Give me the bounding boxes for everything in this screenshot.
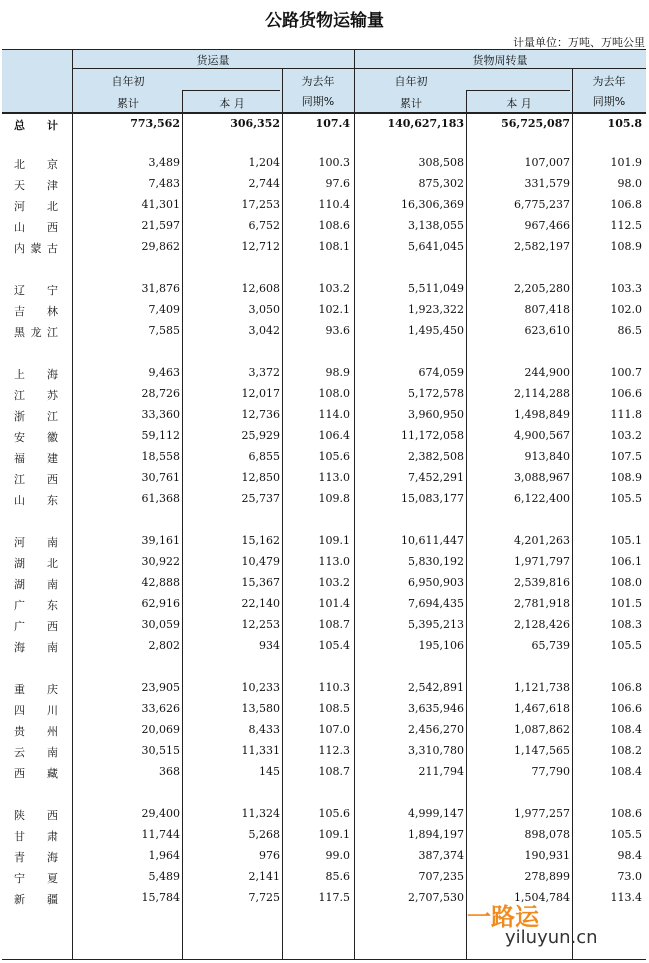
cell-v3: 103.2 bbox=[318, 282, 350, 295]
table-row bbox=[2, 721, 646, 740]
region-name: 宁夏 bbox=[14, 872, 58, 885]
cell-v4: 7,452,291 bbox=[408, 471, 464, 484]
cell-v5: 913,840 bbox=[524, 450, 570, 463]
cell-v6: 105.5 bbox=[610, 639, 642, 652]
cell-v1: 29,400 bbox=[141, 807, 180, 820]
cell-v5: 3,088,967 bbox=[514, 471, 570, 484]
table-row bbox=[2, 217, 646, 236]
table-row bbox=[2, 280, 646, 299]
table-row bbox=[2, 322, 646, 341]
cell-v2: 976 bbox=[259, 849, 280, 862]
cell-v5: 898,078 bbox=[524, 828, 570, 841]
cell-v4: 2,382,508 bbox=[408, 450, 464, 463]
cell-v2: 12,850 bbox=[241, 471, 280, 484]
cell-v1: 62,916 bbox=[141, 597, 180, 610]
cell-v2: 12,017 bbox=[241, 387, 280, 400]
table-row bbox=[2, 805, 646, 824]
cell-v3: 113.0 bbox=[318, 471, 350, 484]
cell-v5: 1,504,784 bbox=[514, 891, 570, 904]
cell-v5: 107,007 bbox=[524, 156, 570, 169]
header-ytd-turnover-top: 自年初 bbox=[394, 75, 428, 88]
cell-v5: 2,128,426 bbox=[514, 618, 570, 631]
table-row bbox=[2, 595, 646, 614]
cell-v4: 2,707,530 bbox=[408, 891, 464, 904]
cell-v1: 42,888 bbox=[141, 576, 180, 589]
cell-v5: 6,122,400 bbox=[514, 492, 570, 505]
cell-v3: 106.4 bbox=[318, 429, 350, 442]
table-row bbox=[2, 574, 646, 593]
cell-v4: 5,511,049 bbox=[408, 282, 464, 295]
cell-v2: 12,736 bbox=[241, 408, 280, 421]
cell-v4: 10,611,447 bbox=[401, 534, 464, 547]
cell-v2: 22,140 bbox=[241, 597, 280, 610]
header-yoy-volume-bottom: 同期% bbox=[301, 95, 335, 108]
cell-v4: 15,083,177 bbox=[401, 492, 464, 505]
table-row bbox=[2, 616, 646, 635]
cell-v3: 108.6 bbox=[318, 219, 350, 232]
table-row bbox=[2, 532, 646, 551]
region-name: 江西 bbox=[14, 473, 58, 486]
region-name: 陕西 bbox=[14, 809, 58, 822]
table-row bbox=[2, 469, 646, 488]
cell-v5: 2,539,816 bbox=[514, 576, 570, 589]
cell-v2: 3,372 bbox=[248, 366, 280, 379]
cell-v1: 1,964 bbox=[148, 849, 180, 862]
cell-v2: 3,042 bbox=[248, 324, 280, 337]
cell-v2: 15,162 bbox=[241, 534, 280, 547]
cell-v1: 39,161 bbox=[141, 534, 180, 547]
cell-v4: 6,950,903 bbox=[408, 576, 464, 589]
cell-v3: 108.7 bbox=[318, 618, 350, 631]
cell-v2: 25,929 bbox=[241, 429, 280, 442]
cell-v5: 1,147,565 bbox=[514, 744, 570, 757]
region-name: 山东 bbox=[14, 494, 58, 507]
cell-v1: 18,558 bbox=[141, 450, 180, 463]
cell-v6: 101.9 bbox=[610, 156, 642, 169]
header-yoy-volume-top: 为去年 bbox=[301, 75, 335, 88]
cell-v2: 11,331 bbox=[241, 744, 280, 757]
cell-v6: 108.3 bbox=[610, 618, 642, 631]
cell-v1: 33,360 bbox=[141, 408, 180, 421]
watermark-logo bbox=[467, 897, 637, 957]
cell-v4: 674,059 bbox=[418, 366, 464, 379]
region-name: 安徽 bbox=[14, 431, 58, 444]
cell-v6: 98.4 bbox=[617, 849, 642, 862]
cell-v4: 5,395,213 bbox=[408, 618, 464, 631]
cell-v2: 11,324 bbox=[241, 807, 280, 820]
region-name: 广西 bbox=[14, 620, 58, 633]
cell-v4: 2,456,270 bbox=[408, 723, 464, 736]
cell-v1: 7,409 bbox=[148, 303, 180, 316]
region-name: 浙江 bbox=[14, 410, 58, 423]
region-name: 广东 bbox=[14, 599, 58, 612]
cell-v2: 934 bbox=[259, 639, 280, 652]
cell-v3: 114.0 bbox=[318, 408, 350, 421]
cell-v6: 100.7 bbox=[610, 366, 642, 379]
cell-v4: 16,306,369 bbox=[401, 198, 464, 211]
cell-v2: 145 bbox=[259, 765, 280, 778]
table-row bbox=[2, 868, 646, 887]
cell-v5: 1,467,618 bbox=[514, 702, 570, 715]
table-row bbox=[2, 238, 646, 257]
cell-v4: 3,960,950 bbox=[408, 408, 464, 421]
cell-v6: 105.5 bbox=[610, 492, 642, 505]
region-name: 海南 bbox=[14, 641, 58, 654]
cell-v5: 2,114,288 bbox=[514, 387, 570, 400]
cell-v5: 77,790 bbox=[531, 765, 570, 778]
cell-v4: 211,794 bbox=[418, 765, 464, 778]
total-row bbox=[2, 115, 646, 134]
cell-v2: 17,253 bbox=[241, 198, 280, 211]
cell-v5: 6,775,237 bbox=[514, 198, 570, 211]
watermark-text: 一路运 bbox=[467, 903, 539, 931]
region-name: 四川 bbox=[14, 704, 58, 717]
cell-v6: 103.3 bbox=[610, 282, 642, 295]
region-name: 上海 bbox=[14, 368, 58, 381]
cell-v4: 5,830,192 bbox=[408, 555, 464, 568]
cell-v6: 112.5 bbox=[610, 219, 642, 232]
header-yoy-turnover-top: 为去年 bbox=[592, 75, 626, 88]
region-name: 内蒙古 bbox=[14, 242, 58, 255]
cell-v4: 1,923,322 bbox=[408, 303, 464, 316]
cell-v3: 97.6 bbox=[325, 177, 350, 190]
cell-v2: 5,268 bbox=[248, 828, 280, 841]
cell-v3: 100.3 bbox=[318, 156, 350, 169]
cell-v6: 107.5 bbox=[610, 450, 642, 463]
cell-v2: 6,855 bbox=[248, 450, 280, 463]
cell-v6: 86.5 bbox=[617, 324, 642, 337]
cell-v1: 28,726 bbox=[141, 387, 180, 400]
cell-v4: 707,235 bbox=[418, 870, 464, 883]
cell-v4: 11,172,058 bbox=[401, 429, 464, 442]
cell-v3: 107.4 bbox=[315, 117, 350, 130]
cell-v2: 25,737 bbox=[241, 492, 280, 505]
cell-v2: 12,608 bbox=[241, 282, 280, 295]
cell-v6: 98.0 bbox=[617, 177, 642, 190]
cell-v3: 103.2 bbox=[318, 576, 350, 589]
table-row bbox=[2, 406, 646, 425]
table-row bbox=[2, 175, 646, 194]
cell-v3: 109.1 bbox=[318, 828, 350, 841]
region-name: 河北 bbox=[14, 200, 58, 213]
table-row bbox=[2, 301, 646, 320]
cell-v4: 3,138,055 bbox=[408, 219, 464, 232]
cell-v2: 13,580 bbox=[241, 702, 280, 715]
region-name: 湖北 bbox=[14, 557, 58, 570]
region-name: 云南 bbox=[14, 746, 58, 759]
region-name: 青海 bbox=[14, 851, 58, 864]
table-row bbox=[2, 448, 646, 467]
cell-v5: 1,121,738 bbox=[514, 681, 570, 694]
cell-v6: 106.6 bbox=[610, 387, 642, 400]
region-name: 福建 bbox=[14, 452, 58, 465]
cell-v6: 108.4 bbox=[610, 723, 642, 736]
table-row bbox=[2, 154, 646, 173]
cell-v4: 5,172,578 bbox=[408, 387, 464, 400]
cell-v2: 306,352 bbox=[230, 117, 280, 130]
cell-v2: 2,744 bbox=[248, 177, 280, 190]
cell-v4: 7,694,435 bbox=[408, 597, 464, 610]
cell-v2: 12,253 bbox=[241, 618, 280, 631]
table-row bbox=[2, 679, 646, 698]
cell-v3: 98.9 bbox=[325, 366, 350, 379]
region-name: 贵州 bbox=[14, 725, 58, 738]
cell-v6: 103.2 bbox=[610, 429, 642, 442]
header-ytd-turnover-bottom: 累计 bbox=[400, 97, 422, 110]
cell-v1: 11,744 bbox=[141, 828, 180, 841]
cell-v2: 1,204 bbox=[248, 156, 280, 169]
cell-v5: 967,466 bbox=[524, 219, 570, 232]
region-name: 山西 bbox=[14, 221, 58, 234]
cell-v5: 1,971,797 bbox=[514, 555, 570, 568]
cell-v6: 102.0 bbox=[610, 303, 642, 316]
cell-v1: 15,784 bbox=[141, 891, 180, 904]
region-name: 西藏 bbox=[14, 767, 58, 780]
cell-v4: 140,627,183 bbox=[387, 117, 464, 130]
cell-v5: 56,725,087 bbox=[501, 117, 570, 130]
cell-v6: 108.6 bbox=[610, 807, 642, 820]
region-name: 总 计 bbox=[14, 119, 58, 132]
cell-v3: 108.7 bbox=[318, 765, 350, 778]
cell-v5: 190,931 bbox=[524, 849, 570, 862]
cell-v1: 33,626 bbox=[141, 702, 180, 715]
cell-v4: 875,302 bbox=[418, 177, 464, 190]
cell-v1: 7,483 bbox=[148, 177, 180, 190]
region-name: 湖南 bbox=[14, 578, 58, 591]
cell-v1: 368 bbox=[159, 765, 180, 778]
cell-v2: 12,712 bbox=[241, 240, 280, 253]
cell-v2: 6,752 bbox=[248, 219, 280, 232]
cell-v2: 2,141 bbox=[248, 870, 280, 883]
cell-v6: 73.0 bbox=[617, 870, 642, 883]
table-row bbox=[2, 364, 646, 383]
cell-v3: 109.1 bbox=[318, 534, 350, 547]
cell-v2: 10,233 bbox=[241, 681, 280, 694]
cell-v6: 105.5 bbox=[610, 828, 642, 841]
cell-v6: 105.8 bbox=[607, 117, 642, 130]
table-row bbox=[2, 553, 646, 572]
region-name: 河南 bbox=[14, 536, 58, 549]
cell-v6: 106.1 bbox=[610, 555, 642, 568]
page-title: 公路货物运输量 bbox=[265, 11, 384, 31]
table-row bbox=[2, 742, 646, 761]
cell-v6: 108.9 bbox=[610, 240, 642, 253]
cell-v1: 31,876 bbox=[141, 282, 180, 295]
cell-v3: 110.4 bbox=[318, 198, 350, 211]
cell-v6: 105.1 bbox=[610, 534, 642, 547]
cell-v3: 99.0 bbox=[325, 849, 350, 862]
watermark-url: yiluyun.cn bbox=[505, 927, 598, 948]
cell-v4: 1,894,197 bbox=[408, 828, 464, 841]
cell-v1: 61,368 bbox=[141, 492, 180, 505]
cell-v1: 30,761 bbox=[141, 471, 180, 484]
cell-v2: 15,367 bbox=[241, 576, 280, 589]
cell-v5: 65,739 bbox=[531, 639, 570, 652]
header-ytd-volume-top: 自年初 bbox=[111, 75, 145, 88]
cell-v4: 5,641,045 bbox=[408, 240, 464, 253]
cell-v6: 108.2 bbox=[610, 744, 642, 757]
cell-v4: 1,495,450 bbox=[408, 324, 464, 337]
cell-v2: 8,433 bbox=[248, 723, 280, 736]
table-row bbox=[2, 847, 646, 866]
region-name: 江苏 bbox=[14, 389, 58, 402]
cell-v3: 105.6 bbox=[318, 450, 350, 463]
header-freight-volume: 货运量 bbox=[196, 54, 230, 67]
table-row bbox=[2, 763, 646, 782]
cell-v4: 195,106 bbox=[418, 639, 464, 652]
header-month-turnover: 本 月 bbox=[506, 97, 532, 110]
cell-v3: 85.6 bbox=[325, 870, 350, 883]
table-row bbox=[2, 385, 646, 404]
header-ytd-volume-bottom: 累计 bbox=[117, 97, 139, 110]
region-name: 甘肃 bbox=[14, 830, 58, 843]
table-header bbox=[2, 49, 646, 113]
table-row bbox=[2, 637, 646, 656]
cell-v6: 106.8 bbox=[610, 198, 642, 211]
cell-v2: 3,050 bbox=[248, 303, 280, 316]
cell-v6: 101.5 bbox=[610, 597, 642, 610]
cell-v5: 1,977,257 bbox=[514, 807, 570, 820]
cell-v1: 23,905 bbox=[141, 681, 180, 694]
cell-v4: 308,508 bbox=[418, 156, 464, 169]
cell-v3: 101.4 bbox=[318, 597, 350, 610]
cell-v4: 387,374 bbox=[418, 849, 464, 862]
cell-v6: 108.0 bbox=[610, 576, 642, 589]
unit-note: 计量单位：万吨、万吨公里 bbox=[513, 36, 645, 49]
cell-v1: 9,463 bbox=[148, 366, 180, 379]
cell-v5: 4,201,263 bbox=[514, 534, 570, 547]
header-yoy-turnover-bottom: 同期% bbox=[592, 95, 626, 108]
cell-v5: 244,900 bbox=[524, 366, 570, 379]
cell-v1: 30,922 bbox=[141, 555, 180, 568]
region-name: 新疆 bbox=[14, 893, 58, 906]
cell-v1: 5,489 bbox=[148, 870, 180, 883]
region-name: 重庆 bbox=[14, 683, 58, 696]
cell-v4: 3,635,946 bbox=[408, 702, 464, 715]
cell-v1: 3,489 bbox=[148, 156, 180, 169]
cell-v1: 30,515 bbox=[141, 744, 180, 757]
region-name: 辽宁 bbox=[14, 284, 58, 297]
cell-v6: 113.4 bbox=[610, 891, 642, 904]
table-row bbox=[2, 700, 646, 719]
cell-v6: 108.4 bbox=[610, 765, 642, 778]
table-row bbox=[2, 196, 646, 215]
cell-v6: 111.8 bbox=[610, 408, 642, 421]
cell-v6: 106.8 bbox=[610, 681, 642, 694]
cell-v1: 59,112 bbox=[141, 429, 180, 442]
cell-v1: 29,862 bbox=[141, 240, 180, 253]
cell-v3: 102.1 bbox=[318, 303, 350, 316]
cell-v5: 331,579 bbox=[524, 177, 570, 190]
cell-v5: 1,087,862 bbox=[514, 723, 570, 736]
region-name: 黑龙江 bbox=[14, 326, 58, 339]
cell-v1: 20,069 bbox=[141, 723, 180, 736]
cell-v4: 2,542,891 bbox=[408, 681, 464, 694]
region-name: 天津 bbox=[14, 179, 58, 192]
cell-v5: 278,899 bbox=[524, 870, 570, 883]
cell-v3: 108.1 bbox=[318, 240, 350, 253]
table-row bbox=[2, 427, 646, 446]
cell-v3: 108.5 bbox=[318, 702, 350, 715]
cell-v5: 1,498,849 bbox=[514, 408, 570, 421]
table-row bbox=[2, 490, 646, 509]
cell-v1: 7,585 bbox=[148, 324, 180, 337]
cell-v4: 3,310,780 bbox=[408, 744, 464, 757]
region-name: 北京 bbox=[14, 158, 58, 171]
cell-v6: 108.9 bbox=[610, 471, 642, 484]
cell-v3: 110.3 bbox=[318, 681, 350, 694]
cell-v3: 113.0 bbox=[318, 555, 350, 568]
cell-v3: 105.4 bbox=[318, 639, 350, 652]
cell-v5: 2,582,197 bbox=[514, 240, 570, 253]
cell-v3: 108.0 bbox=[318, 387, 350, 400]
cell-v1: 21,597 bbox=[141, 219, 180, 232]
cell-v3: 93.6 bbox=[325, 324, 350, 337]
cell-v3: 112.3 bbox=[318, 744, 350, 757]
cell-v3: 107.0 bbox=[318, 723, 350, 736]
cell-v5: 623,610 bbox=[524, 324, 570, 337]
cell-v1: 41,301 bbox=[141, 198, 180, 211]
cell-v5: 2,781,918 bbox=[514, 597, 570, 610]
cell-v1: 30,059 bbox=[141, 618, 180, 631]
table-row bbox=[2, 826, 646, 845]
cell-v2: 7,725 bbox=[248, 891, 280, 904]
cell-v6: 106.6 bbox=[610, 702, 642, 715]
cell-v3: 117.5 bbox=[318, 891, 350, 904]
cell-v4: 4,999,147 bbox=[408, 807, 464, 820]
header-freight-turnover: 货物周转量 bbox=[472, 54, 528, 67]
cell-v2: 10,479 bbox=[241, 555, 280, 568]
region-name: 吉林 bbox=[14, 305, 58, 318]
cell-v3: 109.8 bbox=[318, 492, 350, 505]
cell-v5: 4,900,567 bbox=[514, 429, 570, 442]
cell-v5: 2,205,280 bbox=[514, 282, 570, 295]
cell-v1: 773,562 bbox=[130, 117, 180, 130]
cell-v3: 105.6 bbox=[318, 807, 350, 820]
cell-v1: 2,802 bbox=[148, 639, 180, 652]
cell-v5: 807,418 bbox=[524, 303, 570, 316]
header-month-volume: 本 月 bbox=[219, 97, 245, 110]
